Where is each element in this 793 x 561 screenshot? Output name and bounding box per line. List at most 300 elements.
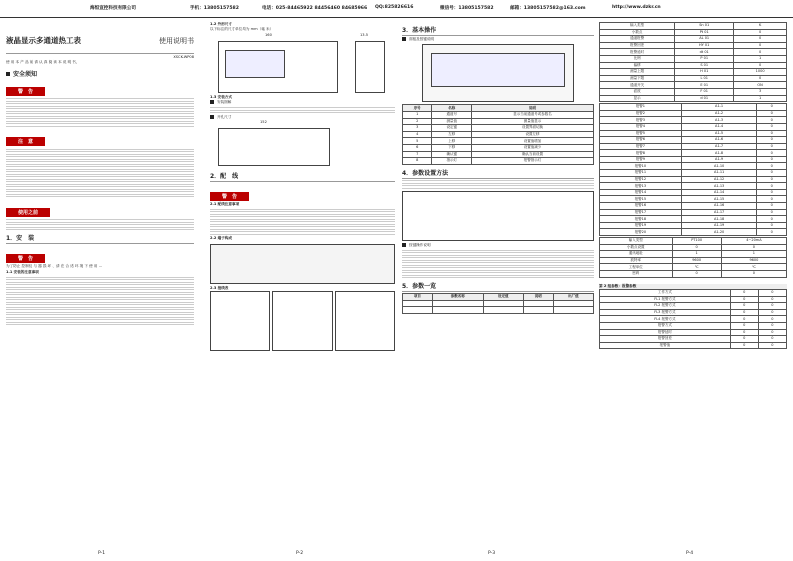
alarm-param-row-cell: A1-5: [681, 130, 757, 137]
system-param-row-cell: 1: [721, 251, 786, 258]
group2-row-cell: 0: [730, 289, 758, 296]
key-table-row-cell: 显示当前通道号或参数名: [472, 112, 594, 119]
cutout-width: 152: [260, 120, 267, 125]
flowchart: [402, 191, 594, 241]
alarm-param-row-cell: 报警17: [600, 209, 682, 216]
channel-param-row-cell: P 01: [675, 55, 734, 62]
group2-row: [600, 322, 787, 329]
key-table-row-cell: 通道号: [432, 112, 472, 119]
channel-param-row-cell: 0: [734, 49, 787, 56]
alarm-param-row: [600, 183, 787, 190]
front-view: [218, 41, 338, 93]
key-table-row-cell: 确认当前设置: [472, 151, 594, 158]
channel-param-row-cell: 小数点: [600, 29, 675, 36]
channel-param-row-cell: 1: [734, 95, 787, 102]
channel-param-row-cell: 输入类型: [600, 23, 675, 30]
key-table-header: 说明: [472, 105, 594, 112]
system-param-row-cell: 密码: [600, 270, 673, 277]
key-table-row-cell: 测量值: [432, 118, 472, 125]
alarm-param-row-cell: 报警14: [600, 189, 682, 196]
alarm-param-row-cell: A1-3: [681, 117, 757, 124]
dimension-width: 160: [265, 32, 272, 37]
key-table-row: [403, 138, 594, 145]
key-table-row-cell: 6: [403, 144, 432, 151]
wiring-diagram-3: [335, 291, 395, 351]
key-table: [402, 104, 594, 164]
alarm-param-row: [600, 170, 787, 177]
channel-param-row-cell: Sn 01: [675, 23, 734, 30]
key-table-row-cell: 下移: [432, 144, 472, 151]
usage-lines: [6, 219, 194, 230]
alarm-param-row: [600, 104, 787, 111]
alarm-param-row-cell: 报警12: [600, 176, 682, 183]
intro-text: 使 用 本 产 品 前 请 认 真 阅 读 本 说 明 书，: [6, 60, 80, 65]
system-param-row: [600, 264, 787, 271]
alarm-param-row-cell: A1-12: [681, 176, 757, 183]
alarm-param-row-cell: A1-4: [681, 123, 757, 130]
alarm-param-row-cell: A1-20: [681, 229, 757, 236]
key-table-row-cell: 8: [403, 158, 432, 165]
system-param-row-cell: PT100: [672, 238, 721, 245]
group2-row-cell: 0: [730, 309, 758, 316]
cutout-heading: 开孔尺寸: [210, 115, 395, 120]
system-param-row-cell: 工程单位: [600, 264, 673, 271]
install-warning-label: 警 告: [6, 254, 45, 263]
system-param-row-cell: 9600: [721, 257, 786, 264]
page-number-1: P-1: [98, 551, 106, 556]
wiring-diagram-1: [210, 291, 270, 351]
alarm-param-row-cell: 0: [757, 216, 787, 223]
group2-row-cell: 0: [758, 329, 786, 336]
front-panel-image: [422, 44, 574, 102]
channel-param-row-cell: 3: [734, 88, 787, 95]
key-table-row: [403, 158, 594, 165]
channel-param-row: [600, 49, 787, 56]
channel-param-row-cell: 报警延时: [600, 49, 675, 56]
page-number-3: P-3: [488, 551, 496, 556]
group2-row-cell: 0: [730, 342, 758, 349]
system-param-row: [600, 270, 787, 277]
alarm-param-row-cell: 报警6: [600, 137, 682, 144]
side-view: [355, 41, 385, 93]
channel-param-row-cell: AL 01: [675, 36, 734, 43]
dimension-drawing: [210, 33, 395, 95]
channel-param-row-cell: dt 01: [675, 49, 734, 56]
system-param-row-cell: 0: [672, 244, 721, 251]
alarm-param-row-cell: A1-2: [681, 110, 757, 117]
key-table-row-cell: 7: [403, 151, 432, 158]
alarm-param-row: [600, 150, 787, 157]
alarm-param-row-cell: 0: [757, 110, 787, 117]
channel-param-row-cell: HY 01: [675, 42, 734, 49]
alarm-param-row: [600, 209, 787, 216]
key-table-row-cell: 3: [403, 125, 432, 132]
model-number: XSCK-WP08: [173, 55, 194, 59]
channel-param-row: [600, 29, 787, 36]
alarm-param-row-cell: A1-10: [681, 163, 757, 170]
alarm-param-row-cell: 0: [757, 170, 787, 177]
group2-row: [600, 303, 787, 310]
alarm-param-row-cell: 0: [757, 150, 787, 157]
alarm-param-row-cell: 0: [757, 137, 787, 144]
key-table-row: [403, 144, 594, 151]
alarm-param-row: [600, 143, 787, 150]
alarm-param-row-cell: 0: [757, 203, 787, 210]
alarm-param-row-cell: A1-14: [681, 189, 757, 196]
group2-heading: 第 2 组参数：报警参数: [599, 284, 787, 289]
key-table-row: [403, 118, 594, 125]
key-table-row-cell: 2: [403, 118, 432, 125]
install-lines: [6, 277, 194, 326]
key-table-row-cell: 设置左移: [472, 131, 594, 138]
channel-param-row-cell: 1: [734, 55, 787, 62]
title-divider: [6, 53, 194, 54]
system-param-row-cell: 波特率: [600, 257, 673, 264]
channel-param-row: [600, 88, 787, 95]
panel-lcd: [431, 53, 565, 87]
alarm-param-row: [600, 189, 787, 196]
system-param-row-cell: 通讯地址: [600, 251, 673, 258]
alarm-param-row-cell: 0: [757, 123, 787, 130]
alarm-param-row-cell: 报警16: [600, 203, 682, 210]
alarm-param-row-cell: 报警13: [600, 183, 682, 190]
param-list-header: 说明: [523, 294, 553, 301]
group2-row-cell: 0: [758, 309, 786, 316]
alarm-param-row-cell: A1-13: [681, 183, 757, 190]
column-4: [599, 22, 787, 542]
alarm-param-row-cell: 报警18: [600, 216, 682, 223]
param-list-header: 出厂值: [553, 294, 593, 301]
group2-row-cell: 0: [758, 336, 786, 343]
param-list-table: [402, 293, 594, 314]
alarm-param-row-cell: A1-7: [681, 143, 757, 150]
param-list-header: 设定值: [483, 294, 523, 301]
safety-heading: 安全须知: [6, 69, 194, 78]
alarm-param-row-cell: A1-16: [681, 203, 757, 210]
channel-param-table: [599, 22, 787, 102]
page-header: [0, 0, 793, 18]
group2-row-cell: FL4 报警方式: [600, 316, 731, 323]
alarm-param-row-cell: A1-11: [681, 170, 757, 177]
alarm-param-row-cell: 报警15: [600, 196, 682, 203]
group2-row: [600, 296, 787, 303]
alarm-param-row-cell: 0: [757, 156, 787, 163]
wiring-subheading: 2.1 配线注意事项: [210, 202, 240, 207]
group2-row-cell: 0: [730, 322, 758, 329]
param-list-heading: 5．参数一览: [402, 283, 437, 291]
channel-param-row: [600, 62, 787, 69]
alarm-param-row-cell: 报警1: [600, 104, 682, 111]
group2-row-cell: 0: [758, 289, 786, 296]
alarm-param-row: [600, 117, 787, 124]
channel-param-row-cell: 滤波: [600, 88, 675, 95]
wiring-heading: 2．配 线: [210, 173, 239, 181]
system-param-row-cell: 1: [672, 251, 721, 258]
alarm-param-row-cell: 报警3: [600, 117, 682, 124]
alarm-param-row-cell: 0: [757, 183, 787, 190]
alarm-param-row-cell: 0: [757, 143, 787, 150]
channel-param-row-cell: 偏移: [600, 62, 675, 69]
channel-param-row: [600, 82, 787, 89]
group2-row-cell: 报警值: [600, 342, 731, 349]
alarm-param-row-cell: A1-6: [681, 137, 757, 144]
alarm-param-row-cell: 报警4: [600, 123, 682, 130]
group2-row-cell: 0: [758, 342, 786, 349]
alarm-param-row-cell: 0: [757, 176, 787, 183]
group2-row: [600, 336, 787, 343]
wiring-warning-label: 警 告: [210, 192, 249, 201]
channel-param-row-cell: 1000: [734, 69, 787, 76]
terminal-heading: 2.2 端子构成: [210, 236, 232, 241]
group2-row-cell: 0: [730, 303, 758, 310]
wiring-diagram-heading: 2.3 接线表: [210, 285, 229, 290]
group2-row-cell: FL3 报警方式: [600, 309, 731, 316]
key-table-row-cell: 5: [403, 138, 432, 145]
alarm-param-row-cell: 报警19: [600, 222, 682, 229]
group2-row-cell: 0: [758, 296, 786, 303]
caution-lines: [6, 149, 194, 198]
group2-row: [600, 316, 787, 323]
group2-row-cell: 0: [730, 296, 758, 303]
mount-subheading: 安装图解: [210, 100, 395, 105]
group2-row-cell: 工作方式: [600, 289, 731, 296]
mobile-phone: 手机：13805157582: [190, 6, 239, 11]
group2-row: [600, 329, 787, 336]
channel-param-row-cell: 比例: [600, 55, 675, 62]
key-table-row-cell: 测量值显示: [472, 118, 594, 125]
group2-row-cell: 0: [758, 322, 786, 329]
channel-param-row-cell: 0: [734, 75, 787, 82]
group2-row: [600, 342, 787, 349]
param-lines: [402, 180, 594, 189]
group2-row-cell: 报警方式: [600, 322, 731, 329]
group2-row-cell: 0: [730, 336, 758, 343]
square-bullet-icon: [6, 72, 10, 76]
alarm-param-table: [599, 103, 787, 236]
telephone: 电话：025-84465922 84456460 84685966: [262, 6, 368, 11]
alarm-param-row-cell: 报警10: [600, 163, 682, 170]
param-list-header: 项目: [403, 294, 433, 301]
channel-param-row-cell: 测量下限: [600, 75, 675, 82]
wiring-diagram-2: [272, 291, 332, 351]
alarm-param-row: [600, 163, 787, 170]
alarm-param-row-cell: 报警9: [600, 156, 682, 163]
channel-param-row-cell: ON: [734, 82, 787, 89]
key-table-row-cell: 左移: [432, 131, 472, 138]
caution-label: 注 意: [6, 137, 45, 146]
alarm-param-row-cell: 0: [757, 117, 787, 124]
system-param-row-cell: ℃: [672, 264, 721, 271]
param-list-header: 参数名称: [432, 294, 483, 301]
key-table-row: [403, 112, 594, 119]
channel-param-row-cell: 通道开关: [600, 82, 675, 89]
alarm-param-row-cell: A1-19: [681, 222, 757, 229]
group2-table: [599, 289, 787, 349]
alarm-param-row-cell: 0: [757, 130, 787, 137]
group2-row-cell: FL1 报警方式: [600, 296, 731, 303]
warning-lines: [6, 98, 194, 127]
alarm-param-row: [600, 130, 787, 137]
channel-param-row-cell: 通道报警: [600, 36, 675, 43]
channel-param-row-cell: 显示: [600, 95, 675, 102]
group2-row-cell: 0: [730, 329, 758, 336]
install-heading: 1．安 装: [6, 235, 35, 243]
wechat-id: 微信号：13805157582: [440, 6, 494, 11]
dimension-depth: 13.5: [360, 32, 369, 37]
key-table-row-cell: 设置值减少: [472, 144, 594, 151]
system-param-row-cell: ℃: [721, 264, 786, 271]
warning-label: 警 告: [6, 87, 45, 96]
channel-param-row: [600, 36, 787, 43]
alarm-param-row: [600, 203, 787, 210]
alarm-param-row-cell: 报警11: [600, 170, 682, 177]
key-table-header: 名称: [432, 105, 472, 112]
column-1: [6, 22, 194, 542]
alarm-param-row: [600, 123, 787, 130]
dimension-note: 以下标注的尺寸单位均为 mm（毫 米）: [210, 27, 274, 32]
channel-param-row-cell: 0: [734, 42, 787, 49]
group2-row-cell: 报警回差: [600, 336, 731, 343]
channel-param-row: [600, 23, 787, 30]
install-note: 为了防止 控制仪 与 器 损 坏 、请 在 合 适 环 境 下 使 用 ...: [6, 264, 103, 269]
lcd-screen: [225, 50, 285, 78]
channel-param-row: [600, 95, 787, 102]
alarm-param-row-cell: 报警7: [600, 143, 682, 150]
key-table-row-cell: 指示灯: [432, 158, 472, 165]
channel-param-row-cell: S 01: [675, 62, 734, 69]
system-param-row-cell: 0: [721, 270, 786, 277]
channel-param-row-cell: Pt 01: [675, 29, 734, 36]
alarm-param-row-cell: 0: [757, 163, 787, 170]
channel-param-row-cell: 0: [734, 36, 787, 43]
channel-param-row-cell: H 01: [675, 69, 734, 76]
key-table-row: [403, 131, 594, 138]
alarm-param-row: [600, 137, 787, 144]
system-param-row-cell: 0: [672, 270, 721, 277]
alarm-param-row-cell: 0: [757, 189, 787, 196]
group2-row-cell: 0: [730, 316, 758, 323]
alarm-param-row: [600, 110, 787, 117]
page-number-2: P-2: [296, 551, 304, 556]
key-table-row-cell: 设定键: [432, 125, 472, 132]
alarm-param-row-cell: A1-15: [681, 196, 757, 203]
alarm-param-row-cell: 报警5: [600, 130, 682, 137]
alarm-param-row: [600, 216, 787, 223]
alarm-param-row-cell: A1-9: [681, 156, 757, 163]
alarm-param-row-cell: 0: [757, 104, 787, 111]
alarm-param-row: [600, 156, 787, 163]
alarm-param-row: [600, 176, 787, 183]
alarm-param-row-cell: 0: [757, 196, 787, 203]
wiring-lines: [210, 209, 395, 235]
system-param-table: [599, 237, 787, 278]
column-2: [210, 22, 395, 542]
key-table-row-cell: 报警指示灯: [472, 158, 594, 165]
system-param-row: [600, 257, 787, 264]
group2-row-cell: 0: [758, 316, 786, 323]
usage-label: 使用之前: [6, 208, 50, 217]
key-table-row-cell: 4: [403, 131, 432, 138]
flow-lines: [402, 250, 594, 279]
qq-number: QQ:825826616: [375, 5, 414, 10]
install-subheading: 1.1 安装的注意事项: [6, 269, 39, 274]
key-table-row-cell: 1: [403, 112, 432, 119]
group2-row-cell: 0: [758, 303, 786, 310]
email-address: 邮箱：13805157582@163.com: [510, 6, 586, 11]
channel-param-row-cell: F 01: [675, 88, 734, 95]
system-param-row: [600, 244, 787, 251]
mount-lines: [210, 107, 395, 113]
system-param-row-cell: 输入类型: [600, 238, 673, 245]
alarm-param-row-cell: A1-1: [681, 104, 757, 111]
channel-param-row-cell: K: [734, 23, 787, 30]
key-table-row-cell: 设置界面切换: [472, 125, 594, 132]
key-table-header: 序号: [403, 105, 432, 112]
channel-param-row-cell: 0: [734, 62, 787, 69]
system-param-row-cell: 小数点设置: [600, 244, 673, 251]
key-table-row-cell: 设置值增加: [472, 138, 594, 145]
alarm-param-row: [600, 222, 787, 229]
alarm-param-row-cell: A1-8: [681, 150, 757, 157]
group2-row-cell: 报警延时: [600, 329, 731, 336]
key-table-row: [403, 151, 594, 158]
company-name: 海恒宣控科技有限公司: [90, 6, 136, 11]
key-table-row-cell: 确认键: [432, 151, 472, 158]
column-3: [402, 22, 594, 542]
page-number-4: P-4: [686, 551, 694, 556]
basic-operation-heading: 3．基本操作: [402, 27, 437, 34]
group2-row-cell: FL2 报警方式: [600, 303, 731, 310]
param-method-heading: 4．参数设置方法: [402, 169, 449, 177]
system-param-row: [600, 238, 787, 245]
channel-param-row-cell: d 01: [675, 95, 734, 102]
header-divider: [0, 17, 793, 18]
alarm-param-row-cell: A1-17: [681, 209, 757, 216]
cutout-drawing: [210, 120, 395, 168]
group2-row: [600, 309, 787, 316]
doc-title: 液晶显示多通道热工表: [6, 36, 81, 45]
flow-subheading: 按键操作说明: [402, 243, 594, 248]
terminal-block: [210, 244, 395, 284]
channel-param-row-cell: E 01: [675, 82, 734, 89]
channel-param-row: [600, 55, 787, 62]
mount-heading: 1.3 安装方式: [210, 94, 232, 99]
wiring-diagrams: [210, 291, 395, 351]
alarm-param-row-cell: 0: [757, 222, 787, 229]
group2-row: [600, 289, 787, 296]
channel-param-row-cell: 0: [734, 29, 787, 36]
channel-param-row-cell: 报警回差: [600, 42, 675, 49]
alarm-param-row-cell: 报警8: [600, 150, 682, 157]
system-param-row-cell: 0: [721, 244, 786, 251]
alarm-param-row-cell: A1-18: [681, 216, 757, 223]
key-table-row-cell: 上移: [432, 138, 472, 145]
system-param-row-cell: 4~20mA: [721, 238, 786, 245]
website-link[interactable]: http://www.dzkr.cn: [612, 5, 661, 10]
channel-param-row: [600, 75, 787, 82]
system-param-row: [600, 251, 787, 258]
alarm-param-row-cell: 0: [757, 209, 787, 216]
panel-heading: 面板及按键说明: [402, 37, 594, 42]
cutout-rect: [218, 128, 330, 166]
alarm-param-row-cell: 报警20: [600, 229, 682, 236]
system-param-row-cell: 9600: [672, 257, 721, 264]
dimension-heading: 1.2 外形尺寸: [210, 22, 232, 26]
channel-param-row: [600, 69, 787, 76]
alarm-param-row: [600, 229, 787, 236]
alarm-param-row-cell: 报警2: [600, 110, 682, 117]
channel-param-row: [600, 42, 787, 49]
